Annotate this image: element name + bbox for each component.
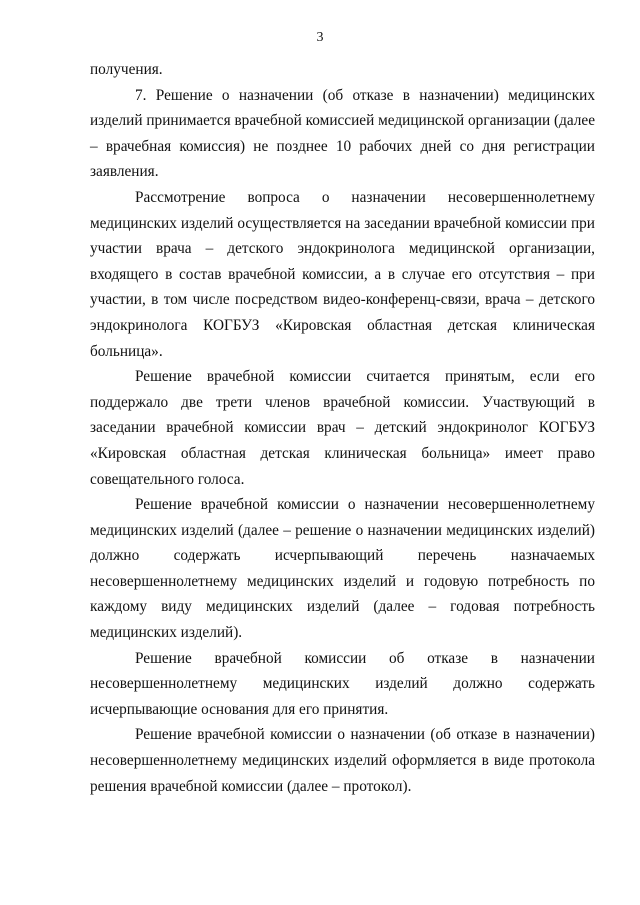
paragraph-decision-quorum: Решение врачебной комиссии считается принятым, если его поддержало две трети членов врачебной комиссии. Участвующий в заседании врачебной комиссии врач – детский эндокринолог КОГБУЗ «Кировская областная детская клиническая больница» имеет право совещательного голоса. — [90, 368, 595, 488]
paragraph-consideration: Рассмотрение вопроса о назначении несовершеннолетнему медицинских изделий осуществляется на заседании врачебной комиссии при участии врача – детского эндокринолога медицинской организации, входящего в состав врачебной комиссии, а в случае его отсутствия – при участии, в том числе посредством видео-конференц-связи, врача – детского эндокринолога КОГБУЗ «Кировская областная детская клиническая больница». — [90, 188, 595, 360]
paragraph-item-7: 7. Решение о назначении (об отказе в назначении) медицинских изделий принимается врачебной комиссией медицинской организации (далее – врачебная комиссия) не позднее 10 рабочих дней со дня регистрации заявления. — [90, 86, 595, 181]
page-number: 3 — [316, 30, 324, 45]
document-body — [90, 57, 595, 799]
paragraph-refusal-decision: Решение врачебной комиссии об отказе в назначении несовершеннолетнему медицинских изделий должно содержать исчерпывающие основания для его принятия. — [90, 649, 595, 718]
paragraph-appointment-decision: Решение врачебной комиссии о назначении несовершеннолетнему медицинских изделий (далее – решение о назначении медицинских изделий) должно содержать исчерпывающий перечень назначаемых несовершеннолетнему медицинских изделий и годовую потребность по каждому виду медицинских изделий (далее – годовая потребность медицинских изделий). — [90, 496, 595, 642]
paragraph-continuation: получения. — [90, 61, 163, 78]
paragraph-protocol: Решение врачебной комиссии о назначении (об отказе в назначении) несовершеннолетнему медицинских изделий оформляется в виде протокола решения врачебной комиссии (далее – протокол). — [90, 726, 595, 795]
